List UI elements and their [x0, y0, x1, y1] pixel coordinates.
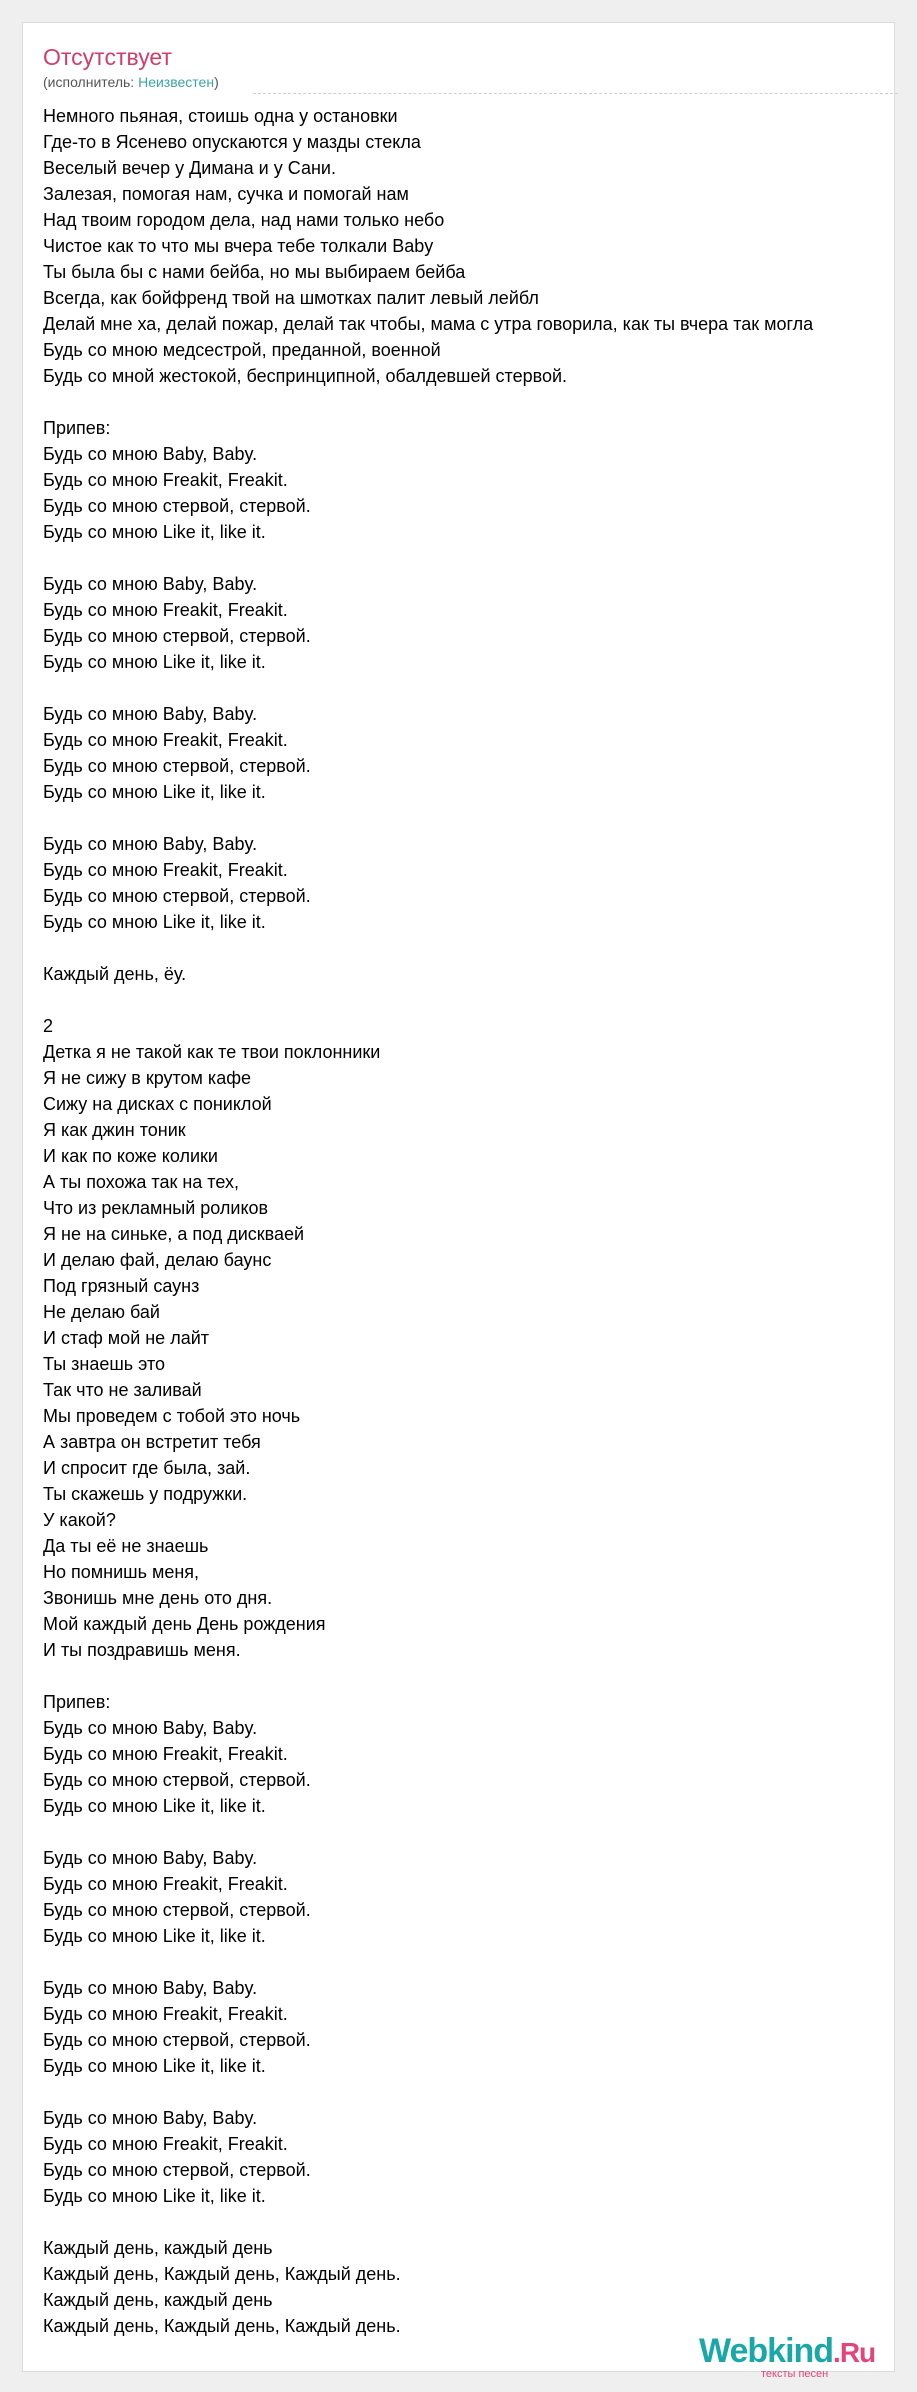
lyric-line [43, 2079, 896, 2105]
header-divider [253, 93, 898, 94]
lyric-line: Залезая, помогая нам, сучка и помогай нам [43, 184, 409, 204]
lyric-line: Каждый день, каждый день [43, 2290, 273, 2310]
lyric-line: Будь со мною Like it, like it. [43, 2056, 266, 2076]
lyric-line [43, 805, 896, 831]
lyrics-card [22, 22, 895, 2380]
lyric-line: Будь со мною Baby, Baby. [43, 1848, 258, 1868]
lyric-line: Будь со мной жестокой, беспринципной, обалдевшей стервой. [43, 366, 568, 386]
artist-prefix: (исполнитель: [43, 74, 139, 90]
logo-main-text: Webkind [699, 2332, 834, 2370]
lyric-line: Будь со мною Freakit, Freakit. [43, 600, 288, 620]
lyric-line: Будь со мною Freakit, Freakit. [43, 1744, 288, 1764]
lyric-line [43, 2209, 896, 2235]
lyrics-text [43, 103, 896, 2339]
lyric-line: Будь со мною Freakit, Freakit. [43, 2004, 288, 2024]
lyric-line: Так что не заливай [43, 1380, 202, 1400]
logo-tagline: тексты песен [761, 2368, 829, 2380]
lyric-line [43, 935, 896, 961]
lyric-line: Будь со мною Like it, like it. [43, 652, 266, 672]
lyric-line: Что из рекламный роликов [43, 1198, 269, 1218]
lyric-line: Будь со мною Baby, Baby. [43, 834, 258, 854]
site-logo[interactable] [699, 2331, 889, 2380]
lyric-line: Не делаю бай [43, 1302, 160, 1322]
lyric-line: Будь со мною стервой, стервой. [43, 886, 311, 906]
lyric-line: Будь со мною Freakit, Freakit. [43, 2134, 288, 2154]
lyric-line [43, 545, 896, 571]
lyric-line: Мой каждый день День рождения [43, 1614, 326, 1634]
lyric-line: Но помнишь меня, [43, 1562, 200, 1582]
lyric-line: Под грязный саунз [43, 1276, 200, 1296]
logo-wordmark [699, 2331, 875, 2373]
lyric-line: Ты знаешь это [43, 1354, 166, 1374]
lyric-line [43, 1663, 896, 1689]
artist-link[interactable]: Неизвестен [138, 74, 215, 90]
lyric-line: Будь со мною Freakit, Freakit. [43, 470, 288, 490]
lyric-line: Каждый день, ёу. [43, 964, 187, 984]
lyric-line: Чистое как то что мы вчера тебе толкали Baby [43, 236, 434, 256]
lyric-line: Ты была бы с нами бейба, но мы выбираем бейба [43, 262, 466, 282]
lyric-line: Детка я не такой как те твои поклонники [43, 1042, 381, 1062]
lyric-line: Будь со мною Like it, like it. [43, 1926, 266, 1946]
lyric-line: А ты похожа так на тех, [43, 1172, 239, 1192]
lyric-line: Будь со мною стервой, стервой. [43, 1770, 311, 1790]
lyric-line: Будь со мною Baby, Baby. [43, 574, 258, 594]
lyric-line [43, 389, 896, 415]
lyric-line: И как по коже колики [43, 1146, 218, 1166]
lyric-line: Я как джин тоник [43, 1120, 186, 1140]
lyric-line: Будь со мною стервой, стервой. [43, 626, 311, 646]
lyric-line: Звонишь мне день ото дня. [43, 1588, 273, 1608]
lyric-line: Будь со мною Baby, Baby. [43, 1978, 258, 1998]
lyric-line: И ты поздравишь меня. [43, 1640, 241, 1660]
lyric-line: Будь со мною Baby, Baby. [43, 444, 258, 464]
lyric-line: У какой? [43, 1510, 116, 1530]
song-title: Отсутствует [43, 44, 172, 70]
lyric-line: 2 [43, 1016, 54, 1036]
lyric-line: Да ты её не знаешь [43, 1536, 209, 1556]
lyric-line: Будь со мною стервой, стервой. [43, 2030, 311, 2050]
lyric-line: Делай мне ха, делай пожар, делай так чтобы, мама с утра говорила, как ты вчера так могла [43, 314, 814, 334]
lyric-line: Будь со мною Freakit, Freakit. [43, 860, 288, 880]
lyric-line: Будь со мною стервой, стервой. [43, 1900, 311, 1920]
lyric-line: И стаф мой не лайт [43, 1328, 210, 1348]
lyric-line: Я не сижу в крутом кафе [43, 1068, 252, 1088]
lyric-line: Будь со мною Baby, Baby. [43, 1718, 258, 1738]
lyric-line: Припев: [43, 1692, 111, 1712]
lyric-line: Будь со мною Like it, like it. [43, 522, 266, 542]
lyric-line: Каждый день, Каждый день, Каждый день. [43, 2264, 401, 2284]
lyric-line: Веселый вечер у Димана и у Сани. [43, 158, 336, 178]
lyric-line: Мы проведем с тобой это ночь [43, 1406, 301, 1426]
lyric-line: И спросит где была, зай. [43, 1458, 251, 1478]
lyric-line: Припев: [43, 418, 111, 438]
lyric-line: Где-то в Ясенево опускаются у мазды стекла [43, 132, 421, 152]
lyric-line: Будь со мною Freakit, Freakit. [43, 730, 288, 750]
lyric-line: Будь со мною Like it, like it. [43, 912, 266, 932]
lyric-line: И делаю фай, делаю баунс [43, 1250, 272, 1270]
artist-line [43, 73, 219, 91]
lyric-line: Каждый день, Каждый день, Каждый день. [43, 2316, 401, 2336]
lyric-line: Я не на синьке, а под дискваей [43, 1224, 305, 1244]
lyric-line: Будь со мною Like it, like it. [43, 2186, 266, 2206]
lyric-line: Будь со мною Like it, like it. [43, 782, 266, 802]
lyric-line: А завтра он встретит тебя [43, 1432, 261, 1452]
lyric-line: Будь со мною стервой, стервой. [43, 756, 311, 776]
artist-suffix: ) [214, 74, 219, 90]
logo-tld-text: .Ru [833, 2337, 876, 2368]
lyric-line: Будь со мною медсестрой, преданной, военной [43, 340, 441, 360]
lyric-line: Будь со мною Baby, Baby. [43, 2108, 258, 2128]
lyric-line: Ты скажешь у подружки. [43, 1484, 248, 1504]
lyric-line: Будь со мною Freakit, Freakit. [43, 1874, 288, 1894]
lyric-line: Всегда, как бойфренд твой на шмотках палит левый лейбл [43, 288, 539, 308]
lyric-line [43, 1949, 896, 1975]
lyric-line: Над твоим городом дела, над нами только небо [43, 210, 445, 230]
lyric-line: Будь со мною Baby, Baby. [43, 704, 258, 724]
lyric-line: Сижу на дисках с пониклой [43, 1094, 272, 1114]
lyric-line: Будь со мною стервой, стервой. [43, 2160, 311, 2180]
lyric-line [43, 1819, 896, 1845]
lyric-line: Каждый день, каждый день [43, 2238, 273, 2258]
lyric-line: Будь со мною Like it, like it. [43, 1796, 266, 1816]
lyric-line [43, 987, 896, 1013]
lyric-line: Немного пьяная, стоишь одна у остановки [43, 106, 398, 126]
lyric-line [43, 675, 896, 701]
lyric-line: Будь со мною стервой, стервой. [43, 496, 311, 516]
